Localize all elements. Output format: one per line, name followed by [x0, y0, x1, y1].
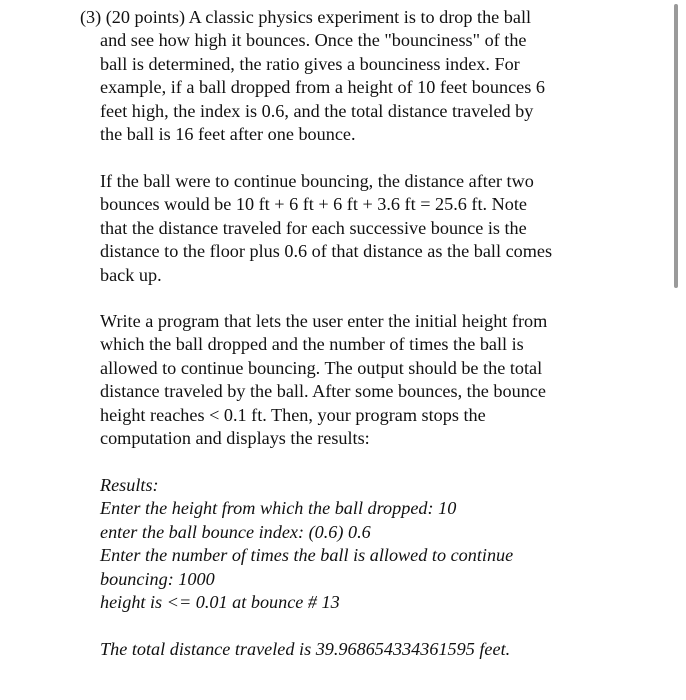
- paragraph-line: computation and displays the results:: [100, 428, 370, 449]
- paragraph-line: height reaches < 0.1 ft. Then, your program stops the: [100, 404, 486, 425]
- paragraph-line: distance to the floor plus 0.6 of that distance as the ball comes: [100, 241, 553, 262]
- results-line: bouncing: 1000: [100, 568, 215, 589]
- paragraph-line: allowed to continue bouncing. The output should be the total: [100, 357, 543, 378]
- results-line: enter the ball bounce index: (0.6) 0.6: [100, 521, 371, 542]
- results-total: The total distance traveled is 39.968654334361595 feet.: [100, 638, 511, 659]
- results-line: Enter the number of times the ball is allowed to continue: [100, 545, 514, 566]
- paragraph-line: which the ball dropped and the number of times the ball is: [100, 334, 524, 355]
- paragraph-two: [100, 170, 640, 287]
- results-heading: Results:: [100, 475, 159, 495]
- question-paragraph: [80, 6, 620, 146]
- question-line: (3) (20 points) A classic physics experiment is to drop the ball: [80, 7, 532, 27]
- paragraph-line: If the ball were to continue bouncing, the distance after two: [100, 171, 534, 191]
- paragraph-line: Write a program that lets the user enter the initial height from: [100, 311, 548, 331]
- results-line: Enter the height from which the ball dropped: 10: [100, 498, 457, 519]
- question-line: example, if a ball dropped from a height of 10 feet bounces 6: [100, 77, 545, 98]
- paragraph-line: bounces would be 10 ft + 6 ft + 6 ft + 3.6 ft = 25.6 ft. Note: [100, 194, 527, 215]
- paragraph-line: distance traveled by the ball. After some bounces, the bounce: [100, 381, 546, 402]
- paragraph-line: back up.: [100, 264, 162, 285]
- results-block: [100, 474, 640, 661]
- results-spacer: [100, 614, 640, 637]
- question-line: and see how high it bounces. Once the "bounciness" of the: [100, 30, 527, 51]
- question-line: feet high, the index is 0.6, and the total distance traveled by: [100, 100, 534, 121]
- paragraph-three: [100, 310, 640, 450]
- vertical-scrollbar[interactable]: [674, 4, 678, 288]
- question-line: the ball is 16 feet after one bounce.: [100, 124, 356, 145]
- results-line: height is <= 0.01 at bounce # 13: [100, 592, 340, 613]
- question-line: ball is determined, the ratio gives a bounciness index. For: [100, 53, 520, 74]
- paragraph-line: that the distance traveled for each successive bounce is the: [100, 217, 527, 238]
